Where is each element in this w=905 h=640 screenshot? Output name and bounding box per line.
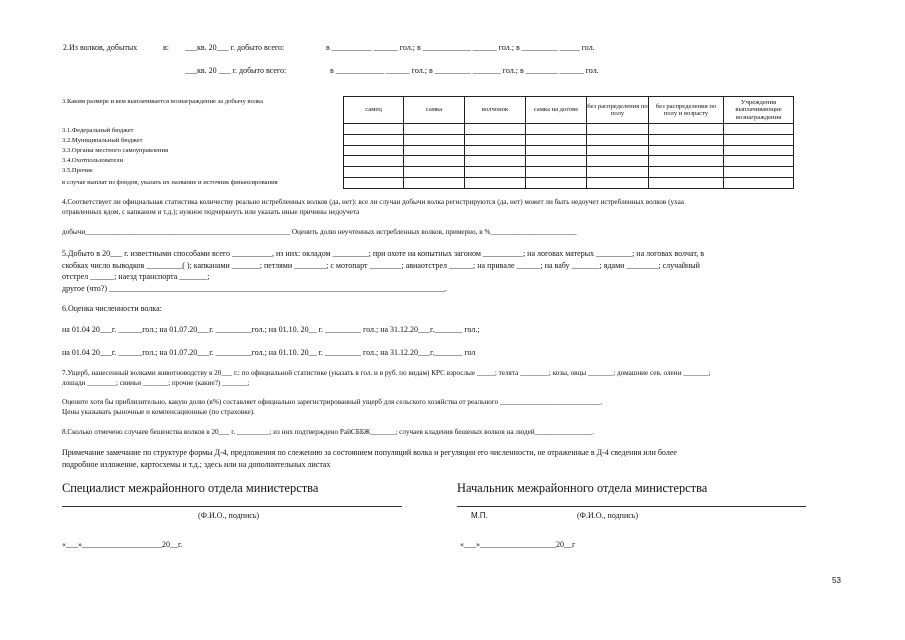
table-row	[344, 145, 794, 156]
section3-row-label-5: 3.5.Прочие	[62, 167, 93, 174]
table-cell[interactable]	[344, 167, 404, 178]
table-cell[interactable]	[465, 156, 526, 167]
table-cell[interactable]	[587, 134, 649, 145]
section7-line1: 7.Ущерб, нанесенный волками животноводству в 20___ г.: по официальной статистике (указать в гол. и в руб. по видам) КРС взрослые _____; телята ________; козы, овцы _______; домашние сев. олени _______;	[62, 369, 711, 377]
table-cell[interactable]	[344, 145, 404, 156]
signature-right-fio: (Ф.И.О., подпись)	[577, 511, 639, 520]
table-cell[interactable]	[465, 145, 526, 156]
section3-title: 3.Каким размере и кем выплачивается вознаграждение за добычу волка	[62, 98, 264, 105]
table-cell[interactable]	[526, 124, 587, 135]
table-cell[interactable]	[649, 167, 724, 178]
table-cell[interactable]	[587, 124, 649, 135]
column-header: без распределения по полу	[587, 97, 649, 124]
table-cell[interactable]	[465, 177, 526, 188]
table-cell[interactable]	[465, 124, 526, 135]
signature-left-line	[62, 506, 402, 507]
column-header: волчонок	[465, 97, 526, 124]
table-cell[interactable]	[724, 134, 794, 145]
column-header: без распределения по полу и возрасту	[649, 97, 724, 124]
section5-line3: отстрел ______; наезд транспорта _______;	[62, 272, 210, 281]
section4-line3: добычи_________________________________________________________ Оценить долю неучтенных истребленных волков, примерно, в %________________________	[62, 228, 577, 236]
signature-right-date: «___»___________________20__г	[460, 540, 576, 549]
table-cell[interactable]	[724, 177, 794, 188]
table-cell[interactable]	[404, 156, 465, 167]
reward-table	[343, 96, 794, 189]
table-cell[interactable]	[587, 145, 649, 156]
table-cell[interactable]	[649, 145, 724, 156]
column-header: самка	[404, 97, 465, 124]
table-cell[interactable]	[724, 124, 794, 135]
table-cell[interactable]	[587, 167, 649, 178]
table-cell[interactable]	[526, 177, 587, 188]
table-cell[interactable]	[649, 156, 724, 167]
section2-b: в:	[163, 43, 169, 52]
signature-left-date: «___»____________________20__г.	[62, 540, 183, 549]
section3-row-label-4: 3.4.Охотпользователи	[62, 157, 124, 164]
section2-label: 2.Из волков, добытых	[63, 43, 138, 52]
table-cell[interactable]	[465, 134, 526, 145]
section5-line2: скобках число выводков _________( ); капканами _______; петлями ________; с мотопарт ________; авиаотстрел ______; на привале ______; на вабу _______; ядами ________; случайный	[62, 261, 700, 270]
table-cell[interactable]	[344, 124, 404, 135]
section4-line2: отравленных ядом, с капканом и т.д.); нужное подчеркнуть или указать иные причины недоучета	[62, 208, 360, 216]
remark-line2: подробное изложение, картосхемы и т.д.; здесь или на дополнительных листах	[62, 460, 331, 469]
estimate-line1: Оцените хотя бы приблизительно, какую долю (в%) составляет официально зарегистрированный ущерб для сельского хозяйства от реального ____________________________.	[62, 398, 603, 406]
table-cell[interactable]	[404, 177, 465, 188]
remark-line1: Примечание замечание по структуре формы Д-4, предложения по слежению за состоянием популяций волка и регуляции его численности, не отраженные в Д-4 сведения или более	[62, 448, 677, 457]
signature-right-mp: М.П.	[471, 511, 488, 520]
page-number: 53	[832, 576, 841, 585]
section2-period-1: ___кв. 20___ г. добыто всего:	[185, 43, 285, 52]
section6-row2: на 01.04 20___г. ______гол.; на 01.07.20___г. _________гол.; на 01.10. 20__ г. _________ гол.; на 31.12.20___г._______ гол	[62, 348, 476, 357]
table-cell[interactable]	[649, 134, 724, 145]
signature-right-line	[457, 506, 806, 507]
table-row	[344, 167, 794, 178]
table-row	[344, 156, 794, 167]
signature-left-title: Специалист межрайонного отдела министерства	[62, 481, 319, 495]
table-cell[interactable]	[344, 156, 404, 167]
signature-right-title: Начальник межрайонного отдела министерства	[457, 481, 708, 495]
table-cell[interactable]	[526, 134, 587, 145]
table-cell[interactable]	[465, 167, 526, 178]
section2-amounts-2: в ____________ ______ гол.; в _________ _______ гол.; в ________ ______ гол.	[330, 66, 599, 75]
column-header: Учреждения выплачивающие вознаграждения	[724, 97, 794, 124]
section7-line2: лошади ________; свиньи _______; прочие (какие?) _______;	[62, 379, 250, 387]
section3-note: в случае выплат из фондов, указать их название и источник финансирования	[62, 179, 278, 186]
table-cell[interactable]	[344, 134, 404, 145]
section5-line1: 5.Добыто в 20___ г. известными способами всего __________, из них: окладом _________; при охоте на копытных загоном __________; на логовах матерых _________; на логовах волчат, в	[62, 249, 705, 258]
table-row	[344, 177, 794, 188]
section2-period-2: ___кв. 20 ___ г. добыто всего:	[185, 66, 287, 75]
section3-row-label-1: 3.1.Федеральный бюджет	[62, 127, 134, 134]
table-cell[interactable]	[526, 156, 587, 167]
section2-amounts-1: в __________ ______ гол.; в ____________ ______ гол.; в _________ _____ гол.	[326, 43, 595, 52]
table-cell[interactable]	[404, 124, 465, 135]
table-cell[interactable]	[724, 167, 794, 178]
table-cell[interactable]	[724, 156, 794, 167]
section8-line1: 8.Сколько отмечено случаев бешенства волков в 20___ г. _________; из них подтверждено РайСББЖ_______; случаев кладения бешеных волков на людей________________.	[62, 428, 594, 436]
table-row	[344, 134, 794, 145]
section6-row1: на 01.04 20___г. ______гол.; на 01.07.20___г. _________гол.; на 01.10. 20__ г. _________ гол.; на 31.12.20___г._______ гол.;	[62, 325, 480, 334]
section5-line4: другое (что?) ____________________________________________________________________________________.	[62, 284, 447, 293]
table-cell[interactable]	[404, 134, 465, 145]
table-cell[interactable]	[404, 167, 465, 178]
table-cell[interactable]	[344, 177, 404, 188]
section6-title: 6.Оценка численности волка:	[62, 304, 162, 313]
table-cell[interactable]	[724, 145, 794, 156]
column-header: самка на догове	[526, 97, 587, 124]
table-cell[interactable]	[526, 167, 587, 178]
signature-left-fio: (Ф.И.О., подпись)	[198, 511, 260, 520]
table-cell[interactable]	[587, 156, 649, 167]
section3-row-label-3: 3.3.Органы местного самоуправления	[62, 147, 169, 154]
table-cell[interactable]	[404, 145, 465, 156]
table-row	[344, 124, 794, 135]
section4-line1: 4.Соответствует ли официальная статистика количеству реально истребленных волков (да, нет): все ли случаи добычи волка регистрируются (да, нет) может ли быть недоучет истребленных волков (ухаа	[62, 198, 684, 206]
column-header: самец	[344, 97, 404, 124]
estimate-line2: Цены указывать рыночные и компенсационные (по страховке).	[62, 408, 255, 416]
table-cell[interactable]	[649, 177, 724, 188]
table-cell[interactable]	[587, 177, 649, 188]
table-header-row	[344, 97, 794, 124]
section3-row-label-2: 3.2.Муниципальный бюджет	[62, 137, 143, 144]
table-cell[interactable]	[526, 145, 587, 156]
table-cell[interactable]	[649, 124, 724, 135]
